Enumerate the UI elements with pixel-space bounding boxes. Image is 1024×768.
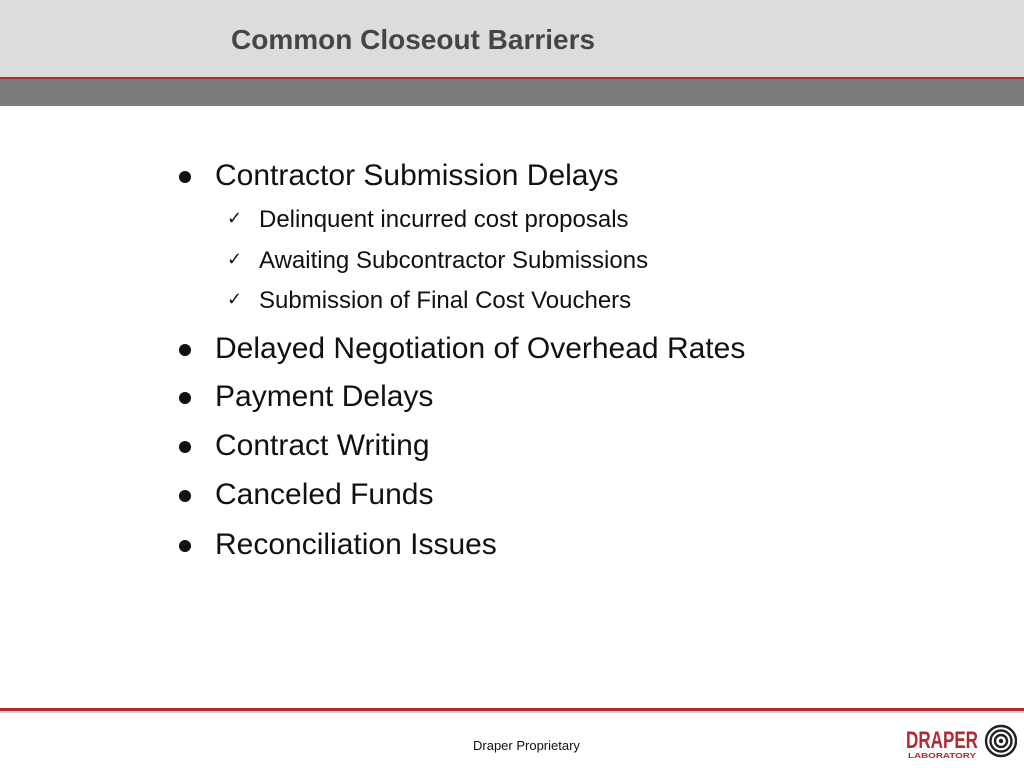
draper-logo xyxy=(905,723,1017,761)
sub-item-text: Delinquent incurred cost proposals xyxy=(259,206,629,233)
logo-word: DRAPER xyxy=(906,727,978,754)
logo-subword: LABORATORY xyxy=(908,753,977,760)
bullet-dot xyxy=(179,490,191,502)
list-item xyxy=(172,161,872,197)
bullet-dot xyxy=(179,441,191,453)
sub-item-text: Submission of Final Cost Vouchers xyxy=(259,287,632,314)
sub-list-item xyxy=(172,289,872,319)
list-item xyxy=(172,530,872,566)
bullet-text: Reconciliation Issues xyxy=(215,528,497,561)
checkmark-icon: ✓ xyxy=(227,249,243,270)
slide-title: Common Closeout Barriers xyxy=(231,24,596,55)
sub-item-text: Awaiting Subcontractor Submissions xyxy=(259,247,649,274)
list-item xyxy=(172,431,872,467)
target-icon xyxy=(986,726,1016,756)
bullet-dot xyxy=(179,540,191,552)
footer-rule-gray xyxy=(0,711,1024,713)
list-item xyxy=(172,382,872,418)
checkmark-icon: ✓ xyxy=(227,208,243,229)
bullet-text: Canceled Funds xyxy=(215,478,434,511)
checkmark-icon: ✓ xyxy=(227,289,243,310)
bullet-text: Delayed Negotiation of Overhead Rates xyxy=(215,332,746,365)
list-item xyxy=(172,480,872,516)
bullet-text: Contract Writing xyxy=(215,429,430,462)
bullet-dot xyxy=(179,392,191,404)
bullet-dot xyxy=(179,344,191,356)
bullet-dot xyxy=(179,171,191,183)
sub-list-item xyxy=(172,208,872,238)
bullet-text: Contractor Submission Delays xyxy=(215,159,619,192)
bullet-text: Payment Delays xyxy=(215,380,434,413)
list-item xyxy=(172,334,872,370)
footer-text: Draper Proprietary xyxy=(473,738,580,753)
sub-list-item xyxy=(172,249,872,279)
title-band-gray xyxy=(0,79,1024,106)
